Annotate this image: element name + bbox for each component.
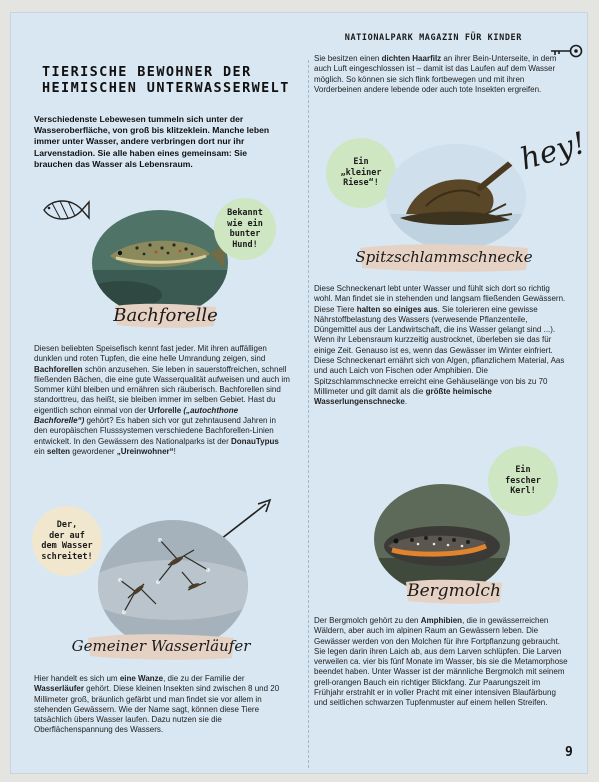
text-part: gewordener <box>70 446 117 456</box>
spitzschlammschnecke-text <box>314 284 570 408</box>
spitzschlammschnecke-photo <box>386 144 526 250</box>
bachforelle-bubble: Bekannt wie ein bunter Hund! <box>214 198 276 260</box>
text-part: schön anzusehen. Sie leben in sauerstoffreichen, schnell fließenden Bächen, die eine gute Wasserqualität aufweisen und auch im Sommer kühl bleiben und ernähren sich räuberisch. Bachforellen sind standorttreu, das heißt, sie bleiben immer im selben Gebiet. Hast du eigentlich schon einmal von der <box>34 364 290 415</box>
bergmolch-label <box>404 574 504 608</box>
bachforelle-label <box>113 298 218 332</box>
hey-doodle: hey! <box>516 125 590 178</box>
text-part-bold: größte heimische Wasserlungenschnecke <box>314 386 492 407</box>
text-part: gehört? Es haben sich vor gut zehntausend Jahren in den europäischen Flusssystemen verschiedene Bachforellen-Linien entwickelt. In den Gewässern des Nationalparks ist der <box>34 416 276 446</box>
bergmolch-text <box>314 616 568 709</box>
text-part-bold: Urforelle <box>148 405 182 415</box>
article-lead: Verschiedenste Lebewesen tummeln sich unter der Wasseroberfläche, von groß bis klitzeklein. Manche leben immer unter Wasser, andere verbringen dort nur ihr Larvenstadion. Sie alle haben eines gemeinsam: Sie brauchen das Wasser als Lebensraum. <box>34 114 270 169</box>
text-part: , die zu der Familie der <box>163 674 245 683</box>
bergmolch-bubble: Ein fescher Kerl! <box>488 446 558 516</box>
text-part: Sie besitzen einen <box>314 54 382 63</box>
text-part-bold: Bachforellen <box>34 364 83 374</box>
spitzschlammschnecke-bubble: Ein „kleiner Riese“! <box>326 138 396 208</box>
text-part: . <box>404 397 408 407</box>
text-part: ! <box>173 446 176 456</box>
text-part: Hier handelt es sich um <box>34 674 120 683</box>
text-part: Diesen beliebten Speisefisch kennt fast jeder. Mit ihren auffälligen dunklen und roten Tupfen, die eine helle Umrandung zeigen, sind <box>34 344 267 364</box>
article-title: TIERISCHE BEWOHNER DER HEIMISCHEN UNTERWASSERWELT <box>42 64 290 96</box>
page-number: 9 <box>565 745 573 760</box>
text-part-bold: DonauTypus <box>230 436 279 446</box>
fish-doodle-icon <box>40 192 90 228</box>
text-part-bold: Amphibien <box>420 616 463 625</box>
wasserlaeufer-bubble: Der, der auf dem Wasser schreitet! <box>32 506 102 576</box>
bergmolch-name: Bergmolch <box>407 581 501 601</box>
text-part-bold: („autochthone Bachforelle“) <box>34 405 239 426</box>
text-part-bold: „Ureinwohner“ <box>116 446 174 456</box>
text-part: , die in gewässerreichen Wäldern, aber auch im alpinen Raum an Gewässern leben. Die Gewässer werden von den Molchen für ihre Fortpflanzung gebraucht. Sie legen darin ihren Laich ab, aus dem Larven schlüpfen. Die Larven verweilen ca. vier bis fünf Monate im Wasser, bis sie die Metamorphose beendet haben. Unter Wasser ist der männliche Bergmolch mit seinem grell-orangen Bauch ein richtiger Blickfang. Zur Paarungszeit im Frühjahr erstrahlt er in voller Pracht mit einer intensiven Blaufärbung und seitlichen schwarzen Tupfenmuster auf einem hellen Streifen. <box>314 616 568 708</box>
bachforelle-name: Bachforelle <box>113 304 218 326</box>
wasserlaeufer-name: Gemeiner Wasserläufer <box>71 637 251 655</box>
text-part-bold: selten <box>46 446 71 456</box>
text-part: an ihrer Bein-Unterseite, in dem auch Luft eingeschlossen ist – damit ist das Laufen auf dem Wasser möglich. So können sie sich flink fortbewegen und mit ihren Vorderbeinen andere lebende oder auch tote Insekten ergreifen. <box>314 54 557 94</box>
spitzschlammschnecke-label <box>355 238 533 276</box>
spitzschlammschnecke-name: Spitzschlammschnecke <box>355 248 533 266</box>
text-part: gehört. Diese kleinen Insekten sind zwischen 8 und 20 Millimeter groß, bräunlich gefärbt und man findet sie vor allem in stehenden Gewässern. Wie der Name sagt, können diese Tiere tatsächlich übers Wasser laufen. Dazu nutzen sie die Oberflächenspannung des Wassers. <box>34 684 280 735</box>
text-part-bold: Wasserläufer <box>34 684 84 694</box>
text-part-bold: eine Wanze <box>119 674 164 683</box>
magazine-title: NATIONALPARK MAGAZIN FÜR KINDER <box>344 33 522 43</box>
text-part: Der Bergmolch gehört zu den <box>314 616 421 625</box>
text-part: Diese Schneckenart lebt unter Wasser und fühlt sich dort so richtig wohl. Man findet sie in stehenden und langsam fließenden Gewässern. Diese Tiere <box>314 284 566 314</box>
text-part: . Sie tolerieren eine gewisse Nährstoffbelastung des Wassers (verwesende Pflanzenteile, Düngemittel aus der Landwirtschaft, die ins Wasser gelangt sind ...). Wenn ihr Lebensraum kurzzeitig austrocknet, überleben sie das für einige Zeit. Genauso ist es, wenn das Gewässer im Winter einfriert. Diese Schneckenart ernährt sich von Algen, pflanzlichem Material, Aas und auch Laich von Fischen oder Amphibien. Die Spitzschlammschnecke erreicht eine Gehäuselänge von bis zu 70 Millimeter und gilt damit als die <box>314 304 565 396</box>
text-part-bold: halten so einiges aus <box>356 304 438 314</box>
text-part: ein <box>34 446 47 456</box>
wasserlaeufer-continued-text <box>314 54 566 95</box>
bachforelle-text <box>34 344 290 457</box>
column-divider <box>308 60 309 768</box>
wasserlaeufer-text <box>34 674 290 736</box>
wasserlaeufer-label <box>71 628 251 664</box>
text-part-bold: dichten Haarfilz <box>381 54 442 63</box>
magazine-page <box>10 12 588 774</box>
